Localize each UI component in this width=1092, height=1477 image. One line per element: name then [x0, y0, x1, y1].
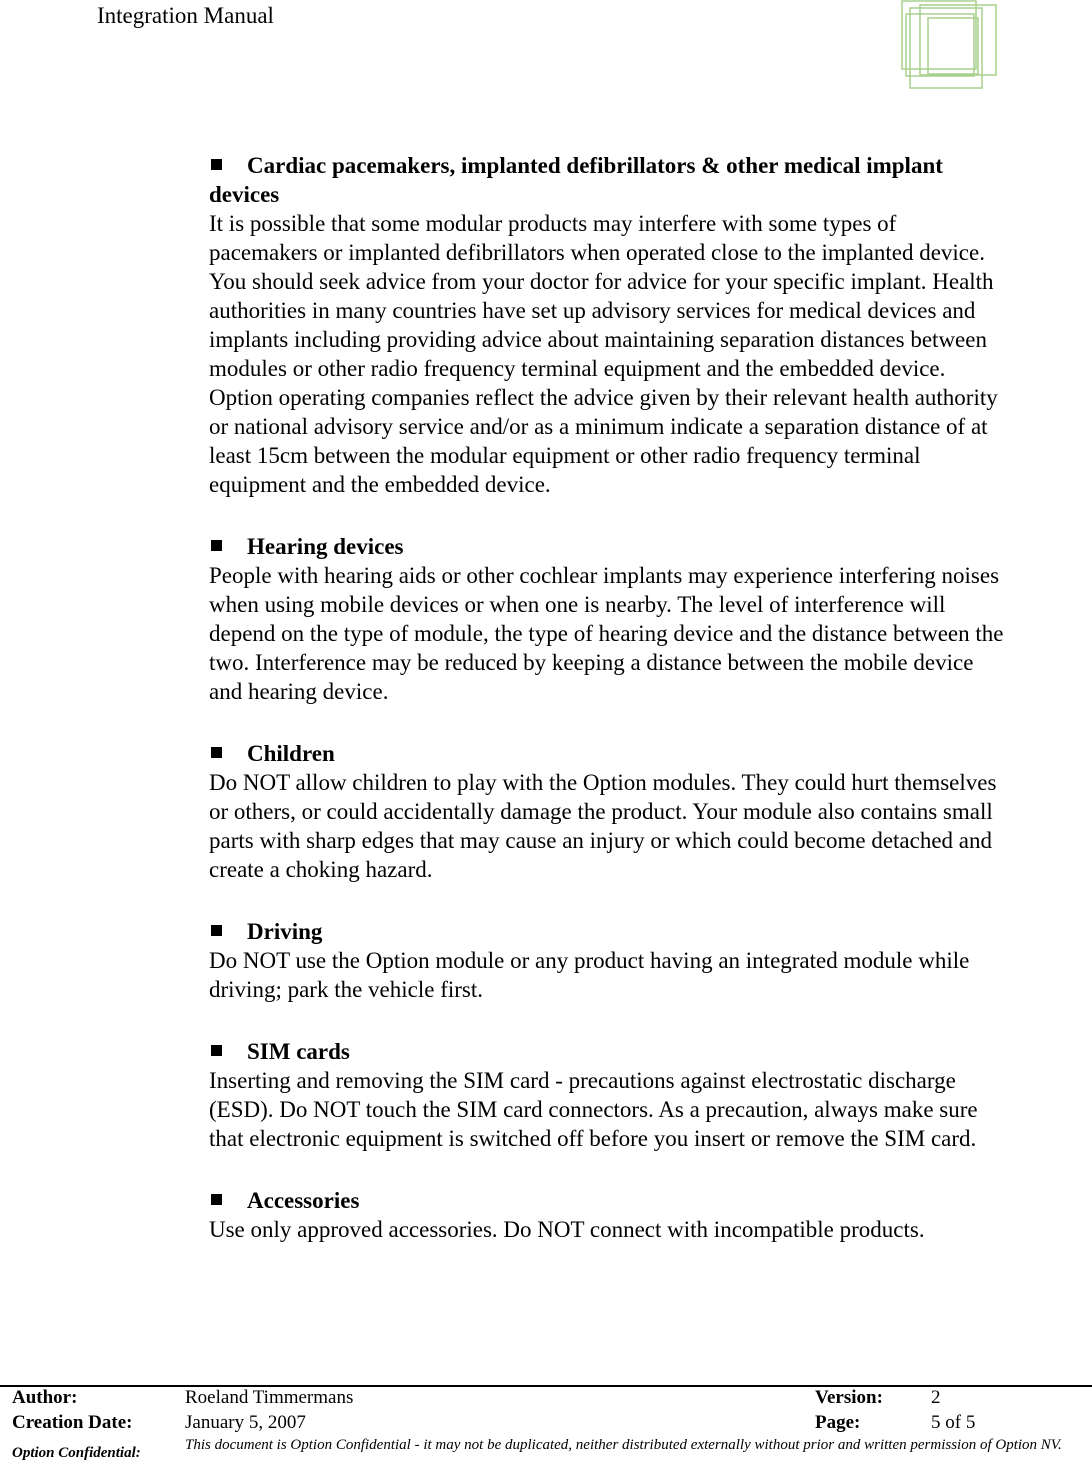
section-hearing-devices	[209, 532, 1009, 706]
section-children	[209, 739, 1009, 884]
section-heading	[209, 917, 1009, 946]
creation-date-value: January 5, 2007	[185, 1412, 306, 1433]
section-title: Accessories	[247, 1188, 360, 1213]
section-title: Hearing devices	[247, 534, 404, 559]
section-title: Cardiac pacemakers, implanted defibrillators & other medical implant devices	[209, 153, 943, 207]
section-body: Do NOT allow children to play with the Option modules. They could hurt themselves or others, or could accidentally damage the product. Your module also contains small parts with sharp edges that may cause an injury or which could become detached and create a choking hazard.	[209, 770, 997, 882]
company-logo	[898, 0, 1000, 92]
section-heading	[209, 739, 1009, 768]
section-body: It is possible that some modular products may interfere with some types of pacemakers or implanted defibrillators when operated close to the implanted device. You should seek advice from your doctor for advice for your specific implant. Health authorities in many countries have set up advisory services for medical devices and implants including providing advice about maintaining separation distances between modules or other radio frequency terminal equipment and the embedded device. Option operating companies reflect the advice given by their relevant health authority or national advisory service and/or as a minimum indicate a separation distance of at least 15cm between the modular equipment or other radio frequency terminal equipment and the embedded device.	[209, 211, 998, 497]
creation-date-label: Creation Date:	[12, 1412, 133, 1433]
author-label: Author:	[12, 1387, 78, 1408]
footer-divider	[0, 1385, 1092, 1387]
section-sim-cards	[209, 1037, 1009, 1153]
section-title: Children	[247, 741, 335, 766]
section-body: Do NOT use the Option module or any product having an integrated module while driving; park the vehicle first.	[209, 948, 970, 1002]
section-driving	[209, 917, 1009, 1004]
section-pacemakers	[209, 151, 1009, 499]
section-title: SIM cards	[247, 1039, 350, 1064]
header-title: Integration Manual	[97, 3, 274, 28]
bullet-square-icon	[211, 747, 222, 758]
section-body: Use only approved accessories. Do NOT connect with incompatible products.	[209, 1217, 925, 1242]
author-value: Roeland Timmermans	[185, 1387, 354, 1408]
safety-content	[209, 151, 1009, 1277]
bullet-square-icon	[211, 925, 222, 936]
page-number: 5 of 5	[931, 1412, 976, 1433]
bullet-square-icon	[211, 540, 222, 551]
section-heading	[209, 1186, 1009, 1215]
bullet-square-icon	[211, 1194, 222, 1205]
version-label: Version:	[815, 1387, 883, 1408]
section-body: People with hearing aids or other cochlear implants may experience interfering noises when using mobile devices or when one is nearby. The level of interference will depend on the type of module, the type of hearing device and the distance between the two. Interference may be reduced by keeping a distance between the mobile device and hearing device.	[209, 563, 1004, 704]
page-label: Page:	[815, 1412, 861, 1433]
bullet-square-icon	[211, 159, 222, 170]
section-heading	[209, 532, 1009, 561]
confidential-notice: This document is Option Confidential - it may not be duplicated, neither distributed externally without prior and written permission of Option NV.	[185, 1437, 1062, 1453]
confidential-label: Option Confidential:	[12, 1445, 141, 1461]
section-heading	[209, 151, 1009, 209]
section-title: Driving	[247, 919, 323, 944]
section-body: Inserting and removing the SIM card - precautions against electrostatic discharge (ESD). Do NOT touch the SIM card connectors. As a precaution, always make sure that electronic equipment is switched off before you insert or remove the SIM card.	[209, 1068, 978, 1151]
version-value: 2	[931, 1387, 941, 1408]
section-accessories	[209, 1186, 1009, 1244]
section-heading	[209, 1037, 1009, 1066]
bullet-square-icon	[211, 1045, 222, 1056]
